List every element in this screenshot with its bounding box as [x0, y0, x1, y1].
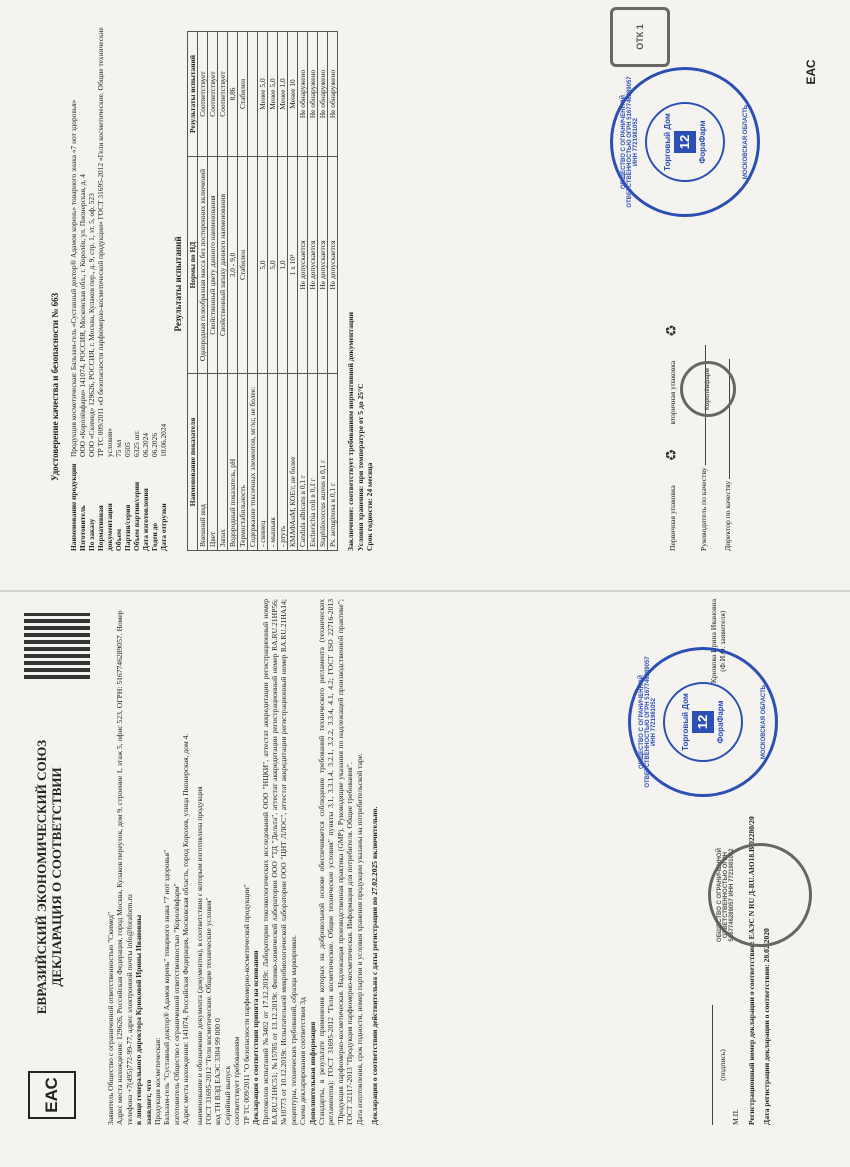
signer-name: Крюкова Ирина Ивановна: [708, 599, 718, 684]
table-cell: Ps. aeruginosa в 0,1 г: [328, 374, 338, 551]
standard-doc-label: наименование и обозначение документа (документов), в соответствии с которым изготовлена продукция: [194, 786, 204, 1125]
skimed-stamp: [708, 843, 812, 947]
table-cell: Не обнаружено: [298, 32, 308, 157]
otk-stamp: [610, 7, 670, 67]
field-value: ТР ТС 009/2011 «О безопасности парфюмерно-косметической продукции» ГОСТ 31695-2012 «Гели косметические. Общие технические условия»: [96, 27, 114, 457]
field-value: ООО «Скимед» 129626, РОССИЯ, г. Москва, Кулаков пер., д. 9, стр. 1, эт. 5, оф. 523: [87, 193, 96, 457]
field-value: 0505: [123, 442, 132, 457]
stamp-brand-top: Торговый Дом: [680, 693, 690, 751]
field-value: 06.2024: [141, 432, 150, 457]
table-cell: Не допускается: [308, 157, 318, 374]
table-row: [218, 32, 228, 551]
field-label: Объем: [114, 529, 123, 551]
skimed-stamp-ring: ОБЩЕСТВО С ОГРАНИЧЕННОЙ ОТВЕТСТВЕННОСТЬЮ ОГРН 5167746289057 ИНН 7721981052: [717, 848, 735, 942]
table-row: [318, 32, 328, 551]
product-type: Продукция косметическая:: [153, 1037, 163, 1125]
col-header: Нормы по НД: [188, 157, 198, 374]
eac-mark-right: ЕАС: [804, 59, 818, 85]
declares: заявляет, что: [143, 1079, 153, 1125]
table-cell: - свинец: [258, 374, 268, 551]
represented-by: в лице генерального директора Крюковой Ирины Ивановны: [134, 914, 144, 1125]
table-cell: - мышьяк: [268, 374, 278, 551]
standards-text: Стандарты, в результате применения которых на добровольной основе обеспечивается соблюдение требований технического регламента (технических регламентов): ГОСТ 31695-2012 "Гели косметические. Общие технические условия" пункты 3.1, 3.3.1.4, 3.2.1, 3.2.2, 3.3.4, 4.1, 4.2; ГОСТ ISO 22716-2013 "Продукция парфюмерно-косметическая. Надлежащая производственная практика (GMP). Руководящие указания по надлежащей производственной практике"; ГОСТ 32117-2013 "Продукция парфюмерно-косметическая. Информация для потребителя. Общие требования".: [316, 599, 355, 1125]
results-title: Результаты испытаний: [173, 236, 183, 332]
stamp-region: МОСКОВСКАЯ ОБЛАСТЬ: [743, 104, 749, 180]
recycle-icon: ♻: [664, 324, 680, 337]
foraform-stamp: [628, 647, 778, 797]
foraform-stamp-right: [610, 67, 760, 217]
korolevfarm-stamp-text: Королёвфарм: [705, 368, 711, 410]
field-label: Дата изготовления: [141, 488, 150, 551]
table-row: [198, 32, 208, 551]
table-cell: Не допускается: [298, 157, 308, 374]
table-cell: 3,0 - 9,0: [228, 157, 238, 374]
table-cell: Не обнаружено: [318, 32, 328, 157]
union-title: ЕВРАЗИЙСКИЙ ЭКОНОМИЧЕСКИЙ СОЮЗ: [34, 739, 49, 1015]
table-cell: Менее 1,0: [278, 32, 288, 157]
manufacturer-address: Адрес места нахождения: 141074, Российская Федерация, Московская область, город Королев, улица Пионерская, дом 4.: [181, 733, 191, 1125]
table-cell: Стабилен: [238, 32, 248, 157]
manufacturer: изготовитель Общество с ограниченной ответственностью "Королёвфарм": [171, 883, 181, 1125]
stamp-ring-text: ОБЩЕСТВО С ОГРАНИЧЕННОЙ ОТВЕТСТВЕННОСТЬЮ ОГРН 5167746289057 ИНН 7721981052: [639, 656, 657, 788]
table-row: [208, 32, 218, 551]
field-label: Партия/серия: [123, 504, 132, 551]
field-value: 10.06.2024: [159, 423, 168, 457]
table-row: [268, 32, 278, 551]
shelf-life: Срок годности: 24 месяца: [365, 462, 375, 551]
field-value: Продукция косметическая: Бальзам-гель «Суставный доктор® Адамов корень» товарного знака «7 нот здоровья»: [69, 99, 78, 457]
declaration-page: [0, 587, 850, 1147]
table-row: [228, 32, 238, 551]
applicant: Заявитель Общество с ограниченной ответственностью "Скимед": [106, 911, 115, 1125]
table-cell: Менее 5,0: [268, 32, 278, 157]
signature-line: [702, 1005, 713, 1125]
table-cell: 5,0: [268, 157, 278, 374]
director-label: Директор по качеству: [722, 480, 732, 551]
additional-info-label: Дополнительная информация: [307, 1021, 317, 1125]
table-cell: 8,86: [228, 32, 238, 157]
storage-conditions: Условия хранения: при температуре от 5 до 25°С: [355, 383, 365, 551]
table-cell: Escherichia coli в 0,1 г: [308, 374, 318, 551]
stamp-region: МОСКОВСКАЯ ОБЛАСТЬ: [761, 684, 767, 760]
table-cell: Менее 5,0: [258, 32, 268, 157]
field-label: Изготовитель: [78, 505, 87, 551]
primary-pack-label: Первичная упаковка: [668, 485, 677, 551]
table-cell: Запах: [218, 374, 228, 551]
signer-caption: (Ф.И.О. заявителя): [718, 610, 727, 672]
stamp-logo: 12: [674, 131, 696, 153]
table-row: [308, 32, 318, 551]
product-name: Бальзам-гель "Суставный доктор® Адамов корень" товарного знака "7 нот здоровья": [162, 849, 172, 1125]
table-row: [278, 32, 288, 551]
table-cell: Свойственный запаху данного наименования: [218, 157, 228, 374]
reg-date: 28.02.2020: [762, 928, 772, 963]
field-label: Годен до: [150, 522, 159, 551]
signature-caption: (подпись): [718, 1049, 727, 1081]
table-row: [298, 32, 308, 551]
table-cell: КМАФАнМ, КОЕ/г, не более: [288, 374, 298, 551]
standard-doc: ГОСТ 31695-2012 "Гели косметические. Общие технические условия": [204, 897, 214, 1125]
stamp-logo: 12: [692, 711, 714, 733]
field-label: По заказу: [87, 518, 96, 551]
table-cell: Не допускается: [318, 157, 328, 374]
table-cell: Соответствует: [208, 32, 218, 157]
table-row: [258, 32, 268, 551]
reg-number: ЕАЭС N RU Д-RU.АЮ18.В.02280/20: [746, 816, 756, 940]
results-body: [198, 32, 338, 551]
table-cell: Термостабильность: [238, 374, 248, 551]
table-cell: Водородный показатель, pH: [228, 374, 238, 551]
results-table: [187, 31, 338, 551]
validity: Декларация о соответствии действительна с даты регистрации по 27.02.2025 включительно.: [369, 806, 379, 1125]
eac-mark: ЕАС: [28, 1071, 76, 1119]
declaration-scheme: Схема декларирования соответствия 3д: [298, 997, 308, 1125]
field-label: Дата отгрузки: [159, 503, 168, 551]
declaration-title: ДЕКЛАРАЦИЯ О СООТВЕТСТВИИ: [49, 767, 64, 987]
table-cell: [248, 157, 258, 374]
hs-code: код ТН ВЭД ЕАЭС 3304 99 000 0: [213, 1018, 223, 1125]
col-header: Наименование показателя: [188, 374, 198, 551]
table-cell: Однородная гелеобразная масса без посторонних включений: [198, 157, 208, 374]
stamp-brand-bottom: ФораФарм: [715, 700, 725, 744]
table-cell: Не обнаружено: [308, 32, 318, 157]
table-cell: Содержание токсичных элементов, мг/кг, не более:: [248, 374, 258, 551]
table-cell: 5,0: [258, 157, 268, 374]
table-cell: 1,0: [278, 157, 288, 374]
field-label: Нормативная документация: [96, 503, 114, 551]
table-cell: Цвет: [208, 374, 218, 551]
table-cell: [248, 32, 258, 157]
table-cell: Не допускается: [328, 157, 338, 374]
stamp-brand-top: Торговый Дом: [662, 113, 672, 171]
mp-label: М.П.: [731, 1108, 741, 1125]
dates-note: Дата изготовления, срок годности, номер партии и условия хранения продукции указаны на потребительской таре.: [354, 753, 364, 1125]
basis-label: Декларация о соответствии принята на основании: [251, 950, 261, 1125]
stamp-brand-bottom: ФораФарм: [697, 120, 707, 164]
col-header: Результаты испытаний: [188, 32, 198, 157]
table-cell: Внешний вид: [198, 374, 208, 551]
field-value: ООО «Королёвфарм» 141074, РОССИЯ, Московская обл., г. Королёв, ул. Пионерская, д. 4: [78, 174, 87, 457]
table-cell: Соответствует: [218, 32, 228, 157]
qr-code: [24, 613, 90, 679]
field-value: 06.2026: [150, 432, 159, 457]
secondary-pack-label: вторичная упаковка: [668, 360, 677, 425]
otk-stamp-text: ОТК 1: [635, 24, 645, 50]
certificate-title: Удостоверение качества и безопасности № 663: [50, 292, 60, 481]
table-cell: Стабилен: [238, 157, 248, 374]
table-row: [238, 32, 248, 551]
reg-number-label: Регистрационный номер декларации о соответствии:: [746, 941, 756, 1125]
product-fields: [69, 21, 168, 551]
quality-head-label: Руководитель по качеству: [699, 467, 709, 551]
applicant-address: Адрес места нахождения: 129626, Российская Федерация, город Москва, Кулаков переулок, дом 9, строение 1, этаж 5, офис 523, ОГРН: 5167746289057. Номер телефона +7(495)772-99-77, адрес электронной почты info@foraform.ru: [115, 610, 134, 1125]
table-cell: Staphilococcus aureus в 0,1 г: [318, 374, 328, 551]
technical-regulation: ТР ТС 009/2011 "О безопасности парфюмерно-косметической продукции": [241, 884, 251, 1125]
table-cell: 1 x 10³: [288, 157, 298, 374]
table-cell: Свойственный цвету данного наименования: [208, 157, 218, 374]
table-row: [248, 32, 258, 551]
conclusion: Заключение: соответствует требованиям нормативной документации: [346, 311, 356, 551]
stamp-ring-text: ОБЩЕСТВО С ОГРАНИЧЕННОЙ ОТВЕТСТВЕННОСТЬЮ ОГРН 5167746289057 ИНН 7721981052: [621, 76, 639, 208]
korolevfarm-stamp: [680, 361, 736, 417]
table-cell: Менее 10: [288, 32, 298, 157]
recycle-icon: ♻: [664, 448, 680, 462]
table-cell: Не обнаружено: [328, 32, 338, 157]
field-value: 6325 шт.: [132, 430, 141, 457]
complies-label: соответствует требованиям: [232, 1036, 242, 1125]
table-cell: Соответствует: [198, 32, 208, 157]
table-cell: Candida albicans в 0,1 г: [298, 374, 308, 551]
quality-certificate-page: [0, 7, 850, 567]
field-label: Объем партии/серии: [132, 481, 141, 551]
table-cell: - ртуть: [278, 374, 288, 551]
field-label: Наименование продукции: [69, 463, 78, 551]
basis-text: Протоколов испытаний №3402 от 17.12.2019г. Лаборатории токсикологических исследований ООО "НЦКИ", аттестат аккредитации регистрационный номер RA.RU.21НС51; №15785 от 13.12.2019г. Физико-химической лаборатории ООО "ТД "Дельта", аттестат аккредитации регистрационный номер RA.RU.21НР56; №10773 от 10.12.2019г. Испытательной микробиологической лаборатории ООО "ЦНТ ЛЛОС", аттестат аккредитации регистрационный номер RA.RU.21НА14; рецептуры, технических требований, образца маркировки.: [260, 599, 298, 1125]
field-value: 75 мл: [114, 439, 123, 457]
serial-release: Серийный выпуск: [222, 1065, 232, 1125]
table-row: [328, 32, 338, 551]
reg-date-label: Дата регистрации декларации о соответствии:: [762, 964, 772, 1125]
table-row: [288, 32, 298, 551]
